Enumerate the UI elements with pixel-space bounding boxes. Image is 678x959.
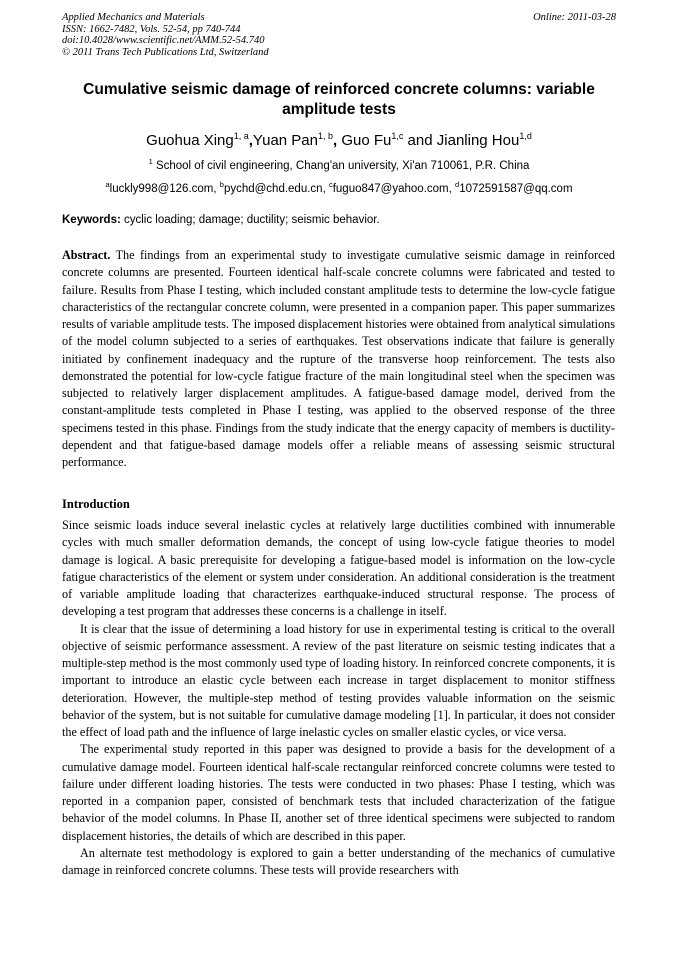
section-heading-introduction: Introduction — [62, 497, 130, 511]
keywords-text: cyclic loading; damage; ductility; seismic behavior. — [124, 214, 380, 226]
author-superscript: 1, a — [233, 131, 249, 141]
online-date: Online: 2011-03-28 — [533, 12, 616, 23]
abstract-label: Abstract. — [62, 248, 111, 262]
affiliation-text: School of civil engineering, Chang'an university, Xi'an 710061, P.R. China — [155, 160, 530, 172]
email-link[interactable]: pychd@chd.edu.cn — [223, 183, 323, 195]
author-name: Guohua Xing — [146, 132, 234, 149]
email-link[interactable]: fuguo847@yahoo.com — [332, 183, 449, 195]
author-conjunction: and — [403, 132, 437, 149]
email-superscript: c — [328, 180, 333, 189]
author-superscript: 1,c — [391, 131, 404, 141]
copyright-line: © 2011 Trans Tech Publications Ltd, Switzerland — [62, 46, 269, 58]
author-separator: , — [333, 132, 338, 149]
paragraph: The experimental study reported in this paper was designed to provide a basis for the development of a cumulative damage model. Fourteen identical half-scale rectangular reinforced concrete columns were tested to failure under different loading histories. The tests were conducted in two phases: Phase I testing, which was reported in a companion paper, consisted of benchmark tests that included characterization of the fatigue behavior of the model columns. In Phase II, another set of three identical specimens were subjected to random displacement histories, the details of which are described in this paper. — [62, 742, 615, 843]
author-name: Guo Fu — [341, 132, 392, 149]
paper-title: Cumulative seismic damage of reinforced concrete columns: variable amplitude tests — [83, 81, 595, 118]
journal-name: Applied Mechanics and Materials — [62, 12, 205, 23]
paragraph: An alternate test methodology is explored to gain a better understanding of the mechanics of cumulative damage in reinforced concrete columns. These tests will provide researchers with — [62, 845, 615, 877]
email-link[interactable]: luckly998@126.com — [109, 183, 214, 195]
author-superscript: 1,d — [519, 131, 532, 141]
paragraph: It is clear that the issue of determining a load history for use in experimental testing is critical to the overall objective of seismic performance assessment. A review of the past literature on seismic testing indicates that a multiple-step method is the most commonly used type of loading history. In reinforced concrete components, it is important to introduce an elastic cycle between each increase in target displacement to monitor stiffness deterioration. However, the multiple-step method of testing provides valuable information on the seismic behavior of the system, but is not suitable for cumulative damage modeling [1]. In particular, it does not consider the effect of load path and the influence of large inelastic cycles on smaller elastic cycles, or vice versa. — [62, 621, 615, 739]
doi-line: doi:10.4028/www.scientific.net/AMM.52-54.740 — [62, 35, 265, 46]
author-name: Yuan Pan — [252, 132, 318, 149]
email-list: $^a$luckly998@126.com, $^b$pychd@chd.edu.cn, $^c$fuguo847@yahoo.com, $^d$1072591587@qq.com — [105, 180, 573, 195]
journal-header — [62, 12, 616, 58]
keywords-label: Keywords: — [62, 214, 121, 226]
email-superscript: d — [455, 180, 460, 189]
abstract — [62, 247, 615, 471]
paragraph: Since seismic loads induce several inelastic cycles at relatively large ductilities combined with innumerable cycles with much smaller deformation demands, the concept of using low-cycle fatigue theories to model damage is logical. A basic prerequisite for developing a fatigue-based model is information on the low-cycle fatigue characteristics of the element or system under consideration. An additional consideration is the treatment of variable amplitude loading that characterizes earthquake-induced structural response. The process of developing a test program that addresses these concerns is a challenge in itself. — [62, 518, 615, 619]
abstract-text: The findings from an experimental study to investigate cumulative seismic damage in reinforced concrete columns are presented. Fourteen identical half-scale concrete columns were fabricated and tested to failure. Results from Phase I testing, which included constant amplitude tests to determine the low-cycle fatigue characteristics of the rectangular concrete column, were presented in a companion paper. This paper summarizes results of variable amplitude tests. The imposed displacement histories were obtained from analytical simulations of the model column subjected to a series of earthquakes. Test observations indicate that failure is generally initiated by confinement inadequacy and the rupture of the transverse hoop reinforcement. The tests also demonstrated the potential for low-cycle fatigue fracture of the main longitudinal steel when the specimen was subjected to relatively larger displacement amplitudes. A fatigue-based damage model, derived from the constant-amplitude tests completed in Phase I testing, was applied to the observed response of the three specimens tested in this phase. Findings from the study indicate that the energy capacity of members is ductility-dependent and that fatigue-based damage models offer a reliable means of assessing seismic structural performance. — [62, 248, 615, 469]
email-superscript: a — [105, 180, 110, 189]
author-superscript: 1, b — [317, 131, 333, 141]
email-link[interactable]: 1072591587@qq.com — [459, 183, 573, 195]
email-superscript: b — [219, 180, 224, 189]
author-separator: , — [248, 132, 253, 149]
introduction-body — [62, 517, 615, 879]
author-list — [40, 126, 638, 151]
affiliation-superscript: 1 — [148, 157, 153, 166]
keywords — [62, 213, 616, 227]
affiliation — [40, 155, 638, 173]
issn-line: ISSN: 1662-7482, Vols. 52-54, pp 740-744 — [62, 23, 241, 35]
author-name: Jianling Hou — [436, 132, 520, 149]
